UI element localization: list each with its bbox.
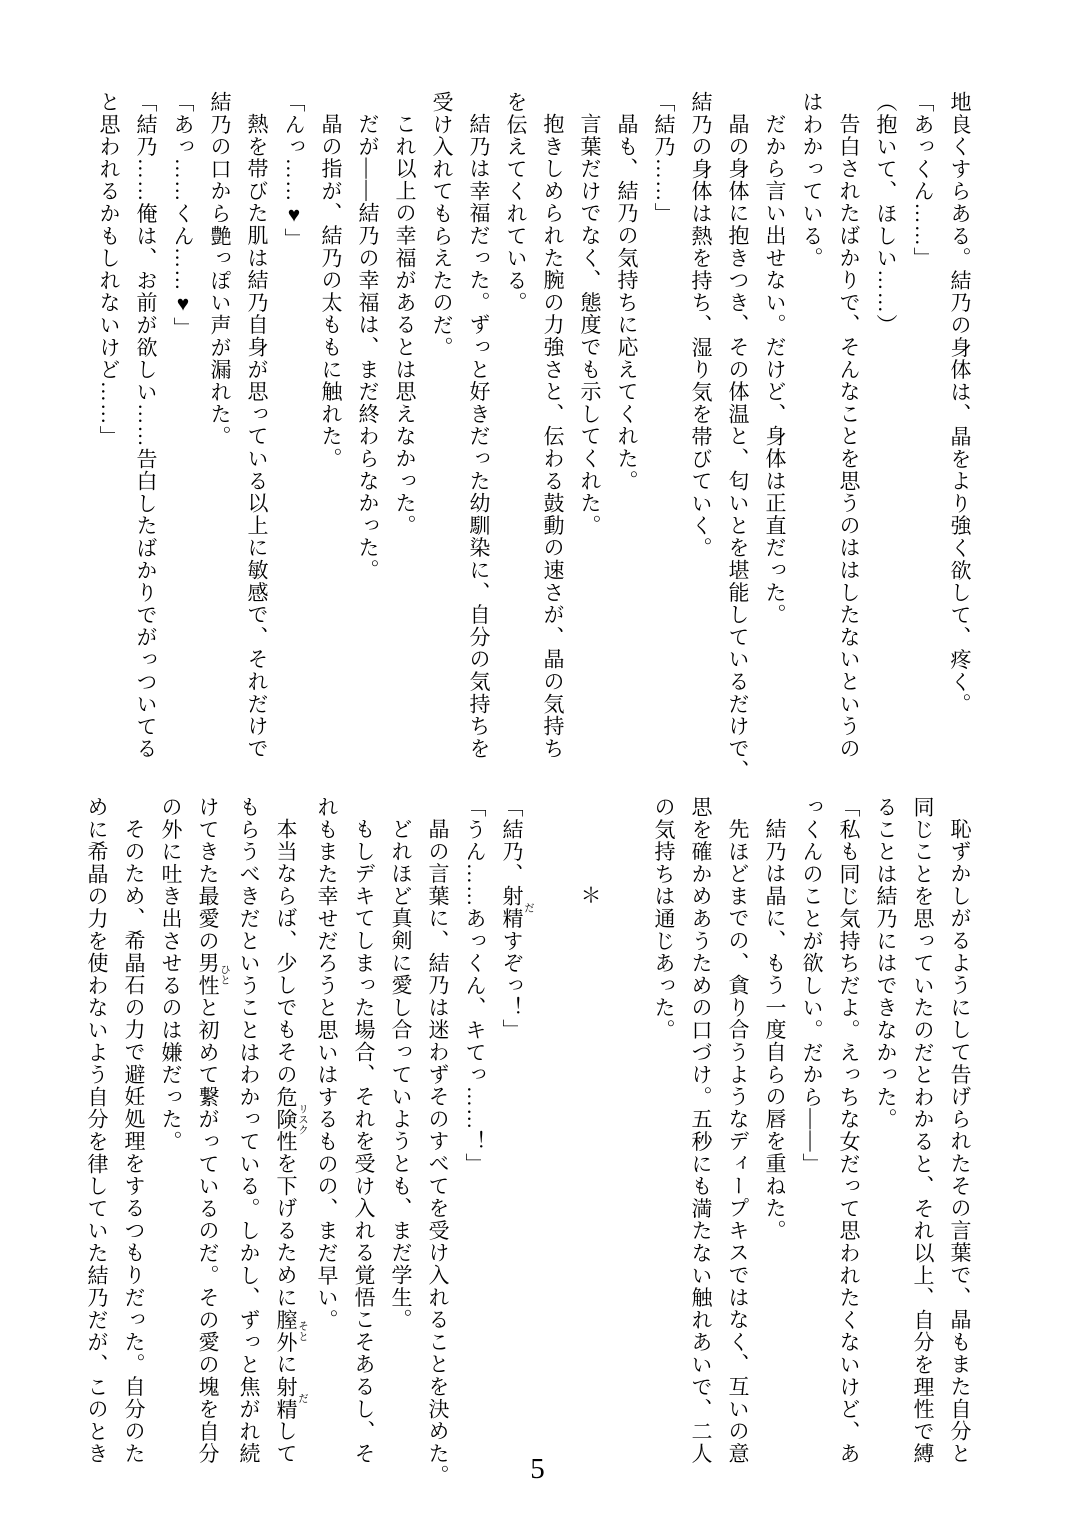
text-column: 結乃の身体は熱を持ち、湿り気を帯びていく。	[689, 91, 713, 560]
text-column: 先ほどまでの、貪り合うようなディープキスではなく、互いの意	[726, 818, 750, 1465]
ruby-annotated-text: 男性 ひと	[196, 952, 230, 997]
text-column: どれほど真剣に愛し合っていようとも、まだ学生。	[389, 818, 413, 1331]
text-column: 晶の身体に抱きつき、その体温と、匂いとを堪能しているだけで、	[726, 113, 750, 782]
text-column: 受け入れてもらえたのだ。	[430, 91, 454, 359]
page-footer	[0, 1455, 1075, 1484]
text-column: （抱いて、ほしい……）	[874, 91, 898, 337]
text-column: めに希晶の力を使わないよう自分を律していた結乃だが、このとき	[85, 796, 109, 1465]
text-column: と思われるかもしれないけど……」	[97, 91, 121, 448]
text-column: 「うん……あっくん、キてっ……！」	[463, 796, 487, 1176]
text-column: 晶の言葉に、結乃は迷わずそのすべてを受け入れることを決めた。	[426, 818, 450, 1487]
furigana: ひと	[219, 952, 230, 997]
text-column: もしデキてしまった場合、それを受け入れる覚悟こそあるし、そ	[352, 818, 376, 1465]
text-column: 思を確かめあうための口づけ。五秒にも満たない触れあいで、二人	[689, 796, 713, 1465]
text-column: これ以上の幸福があるとは思えなかった。	[393, 113, 417, 537]
ruby-annotated-text: 射精 だ	[274, 1375, 308, 1421]
furigana: リスク	[297, 1085, 308, 1153]
text-column: 同じことを思っていたのだとわかると、それ以上、自分を理性で縛	[911, 796, 935, 1465]
text-column: 結乃の口から艶っぽい声が漏れた。	[208, 91, 232, 448]
text-column: 「私も同じ気持ちだよ。えっちな女だって思われたくないけど、あ	[837, 796, 861, 1465]
ruby-annotated-text: 膣外 そと	[274, 1308, 308, 1354]
text-column: の外に吐き出させるのは嫌だった。	[159, 796, 183, 1153]
text-column: を伝えてくれている。	[504, 91, 528, 314]
text-column: 「あっくん……」	[911, 91, 935, 270]
text-column: はわかっている。	[800, 91, 824, 270]
text-column: もらうべきだということはわかっている。しかし、ずっと焦がれ続	[237, 796, 261, 1465]
text-column: 告白されたばかりで、そんなことを思うのははしたないというの	[837, 113, 861, 760]
text-column: 「んっ……♥」	[282, 91, 306, 251]
text-column: 「結乃……」	[652, 91, 676, 225]
text-column: けてきた最愛の男性 ひとと初めて繋がっているのだ。その愛の塊を自分	[196, 796, 230, 1466]
text-column: 恥ずかしがるようにして告げられたその言葉で、晶もまた自分と	[948, 818, 972, 1465]
text-column: 「結乃、射精 だすぞっ！」	[500, 796, 534, 1042]
ruby-annotated-text: 射精 だ	[500, 885, 534, 930]
text-column: 「結乃……俺は、お前が欲しい……告白したばかりでがっついてる	[134, 91, 158, 760]
text-column: 熱を帯びた肌は結乃自身が思っている以上に敏感で、それだけで	[245, 113, 269, 760]
furigana: だ	[297, 1375, 308, 1421]
text-column: 地良くすらある。結乃の身体は、晶をより強く欲して、疼く。	[948, 91, 972, 716]
text-column: れもまた幸せだろうと思いはするものの、まだ早い。	[315, 796, 339, 1332]
text-column: 抱きしめられた腕の力強さと、伝わる鼓動の速さが、晶の気持ち	[541, 113, 565, 760]
text-column: 結乃は幸福だった。ずっと好きだった幼馴染に、自分の気持ちを	[467, 113, 491, 760]
text-block-top	[90, 91, 978, 781]
text-column: そのため、希晶石の力で避妊処理をするつもりだった。自分のた	[122, 818, 146, 1465]
text-column: 本当ならば、少しでもその危険性 リスクを下げるために膣外 そとに射精 だして	[274, 818, 308, 1465]
furigana: そと	[297, 1308, 308, 1354]
text-column: だが——結乃の幸福は、まだ終わらなかった。	[356, 113, 380, 582]
text-column: の気持ちは通じあった。	[652, 796, 676, 1042]
text-column: 晶も、結乃の気持ちに応えてくれた。	[615, 113, 639, 493]
text-column: だから言い出せない。だけど、身体は正直だった。	[763, 113, 787, 626]
text-column: 晶の指が、結乃の太ももに触れた。	[319, 113, 343, 470]
text-column: 結乃は晶に、もう一度自らの唇を重ねた。	[763, 818, 787, 1242]
text-column: ることは結乃にはできなかった。	[874, 796, 898, 1131]
furigana: だ	[523, 885, 534, 930]
text-column: 「あっ……くん……♥」	[171, 91, 195, 340]
page-number: 5	[530, 1453, 545, 1485]
text-block-bottom	[85, 796, 978, 1487]
scene-separator: ＊	[578, 884, 602, 907]
text-column: っくんのことが欲しい。だから——」	[800, 796, 824, 1176]
ruby-annotated-text: 危険性 リスク	[274, 1085, 308, 1153]
text-column: 言葉だけでなく、態度でも示してくれた。	[578, 113, 602, 537]
